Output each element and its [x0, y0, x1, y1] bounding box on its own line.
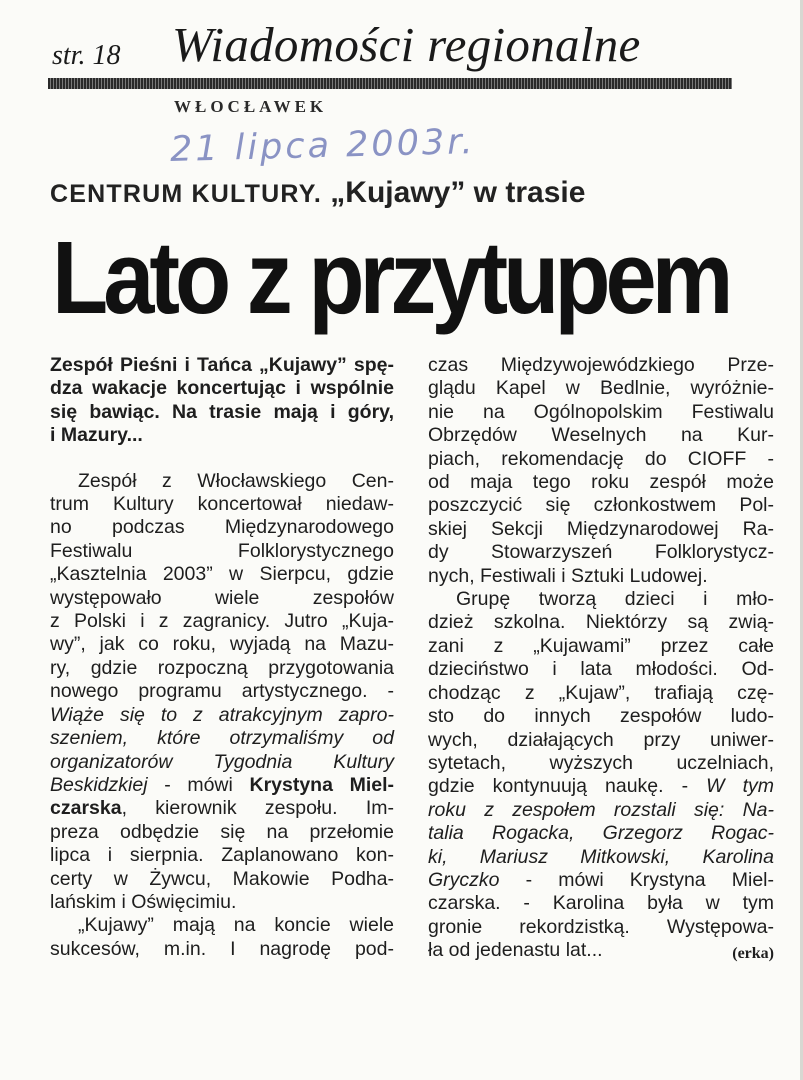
- section-title: Wiadomości regionalne: [172, 17, 641, 72]
- author-signature: (erka): [732, 945, 774, 963]
- article-line: gdzie kontynuują naukę. - W tym: [428, 775, 774, 798]
- article-line: gronie rekordzistką. Występowa-: [428, 915, 774, 938]
- article-line: no podczas Międzynarodowego: [50, 516, 394, 539]
- article-line: Zespół Pieśni i Tańca „Kujawy” spę-: [50, 354, 394, 376]
- article-line: nowego programu artystycznego. -: [50, 680, 394, 703]
- article-line: dza wakacje koncertując i wspólnie: [50, 377, 394, 400]
- article-line: wych, działających przy uniwer-: [428, 728, 774, 751]
- article-line: dzież szkolna. Niektórzy są zwią-: [428, 611, 774, 634]
- article-line: czarska. - Karolina była w tym: [428, 892, 774, 915]
- handwritten-date: 21 lipca 2003r.: [169, 122, 477, 170]
- article-line: Grupę tworzą dzieci i mło-: [456, 588, 774, 611]
- article-line: ry, gdzie rozpoczną przygotowania: [50, 656, 394, 679]
- article-line: sytetach, wyższych uczelniach,: [428, 751, 774, 774]
- article-line: sukcesów, m.in. I nagrodę pod-: [50, 937, 394, 960]
- article-line: glądu Kapel w Bedlnie, wyróżnie-: [428, 377, 774, 400]
- article-line: z Polski i z zagranicy. Jutro „Kuja-: [50, 610, 394, 633]
- article-column-left: [50, 354, 394, 961]
- article-line: Beskidzkiej - mówi Krystyna Miel-: [50, 773, 395, 796]
- kicker-topic: „Kujawy” w trasie: [321, 176, 586, 209]
- article-line: Festiwalu Folklorystycznego: [50, 539, 394, 562]
- article-line: od maja tego roku zespół może: [428, 471, 774, 494]
- article-column-right: [428, 354, 774, 966]
- article-line: certy w Żywcu, Makowie Podha-: [50, 867, 394, 890]
- masthead: [44, 14, 744, 78]
- article-line: ki, Mariusz Mitkowski, Karolina: [428, 845, 774, 868]
- article-line: trum Kultury koncertował niedaw-: [50, 493, 394, 516]
- article-line: dzieciństwo i lata młodości. Od-: [428, 658, 774, 681]
- article-line: roku z zespołem rozstali się: Na-: [428, 798, 774, 821]
- page-number: str. 18: [52, 40, 121, 71]
- article-line: czarska, kierownik zespołu. Im-: [50, 797, 394, 820]
- article-line: szeniem, które otrzymaliśmy od: [50, 727, 394, 750]
- article-line: lańskim i Oświęcimiu.: [50, 890, 237, 913]
- article-line: „Kasztelnia 2003” w Sierpcu, gdzie: [50, 563, 394, 586]
- article-line: poszczycić się członkostwem Pol-: [428, 494, 774, 517]
- article-line: skiej Sekcji Międzynarodowej Ra-: [428, 517, 774, 540]
- article-line: piach, rekomendację do CIOFF -: [428, 447, 774, 470]
- article-line: [50, 448, 394, 470]
- article-line: nych, Festiwali i Sztuki Ludowej.: [428, 564, 708, 587]
- article-kicker: [50, 176, 585, 210]
- article-line: organizatorów Tygodnia Kultury: [50, 750, 394, 773]
- article-line: i Mazury...: [50, 424, 143, 447]
- article-line: ła od jedenastu lat... (erka): [428, 939, 774, 962]
- article-line: Zespół z Włocławskiego Cen-: [78, 469, 394, 492]
- article-line: nie na Ogólnopolskim Festiwalu: [428, 400, 774, 423]
- article-line: preza odbędzie się na przełomie: [50, 820, 394, 843]
- article-line: chodząc z „Kujaw”, trafiają czę-: [428, 681, 774, 704]
- city-label: WŁOCŁAWEK: [174, 97, 328, 116]
- masthead-rule: [48, 78, 732, 89]
- article-line: wy”, jak co roku, wyjadą na Mazu-: [50, 633, 394, 656]
- article-line: lipca i sierpnia. Zaplanowano kon-: [50, 844, 394, 867]
- article-line: Wiąże się to z atrakcyjnym zapro-: [50, 703, 394, 726]
- article-line: Obrzędów Weselnych na Kur-: [428, 424, 774, 447]
- article-line: się bawiąc. Na trasie mają i góry,: [50, 400, 394, 423]
- article-line: występowało wiele zespołów: [50, 586, 394, 609]
- kicker-section: CENTRUM KULTURY.: [50, 180, 322, 208]
- article-headline: Lato z przytupem: [52, 221, 729, 336]
- article-line: dy Stowarzyszeń Folklorystycz-: [428, 541, 774, 564]
- article-line: Gryczko - mówi Krystyna Miel-: [428, 868, 774, 891]
- article-line: czas Międzywojewódzkiego Prze-: [428, 354, 774, 376]
- article-line: sto do innych zespołów ludo-: [428, 705, 774, 728]
- article-line: talia Rogacka, Grzegorz Rogac-: [428, 822, 774, 845]
- article-line: zani z „Kujawami” przez całe: [428, 634, 774, 657]
- article-line: „Kujawy” mają na koncie wiele: [78, 914, 394, 937]
